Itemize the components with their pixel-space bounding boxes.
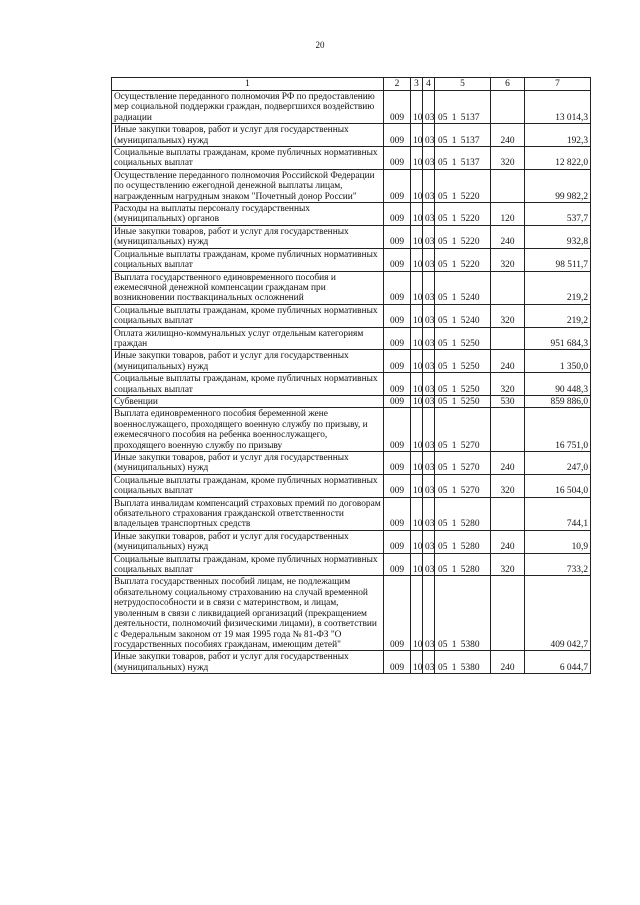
expense-name-cell: Социальные выплаты гражданам, кроме публичных нормативных социальных выплат	[112, 553, 384, 576]
department-code-cell: 009	[384, 203, 411, 226]
target-article-code: 05 1 5220	[438, 214, 480, 225]
department-code-cell: 009	[384, 327, 411, 350]
section-code-cell: 10	[411, 452, 423, 475]
subsection-code-cell: 03	[423, 304, 435, 327]
header-cell: 1	[112, 78, 384, 91]
header-cell: 6	[491, 78, 525, 91]
expense-name-cell: Социальные выплаты гражданам, кроме публичных нормативных социальных выплат	[112, 248, 384, 271]
target-article-cell	[435, 373, 491, 396]
amount-cell: 6 044,7	[525, 651, 591, 674]
target-article-cell	[435, 147, 491, 170]
expense-name-cell: Выплата инвалидам компенсаций страховых премий по договорам обязательного страхования гражданской ответственности владельцев транспортных средств	[112, 497, 384, 530]
amount-cell: 10,9	[525, 530, 591, 553]
expense-name-cell: Выплата единовременного пособия беременной жене военнослужащего, проходящего военную службу по призыву, и ежемесячного пособия на ребенка военнослужащего, проходящего военную службу по призыву	[112, 408, 384, 452]
expense-type-cell: 240	[491, 225, 525, 248]
amount-cell: 219,2	[525, 304, 591, 327]
section-code-cell: 10	[411, 497, 423, 530]
subsection-code-cell: 03	[423, 350, 435, 373]
subsection-code-cell: 03	[423, 373, 435, 396]
target-article-cell	[435, 395, 491, 407]
target-article-code: 05 1 5137	[438, 112, 480, 123]
expense-name-cell: Иные закупки товаров, работ и услуг для государственных (муниципальных) нужд	[112, 225, 384, 248]
subsection-code-cell: 03	[423, 225, 435, 248]
section-code-cell: 10	[411, 203, 423, 226]
expense-type-cell	[491, 497, 525, 530]
expense-type-cell: 120	[491, 203, 525, 226]
target-article-code: 05 1 5250	[438, 396, 480, 407]
amount-cell: 932,8	[525, 225, 591, 248]
amount-cell: 12 822,0	[525, 147, 591, 170]
expense-name-cell: Выплата государственных пособий лицам, не подлежащим обязательному социальному страхованию на случай временной нетрудоспособности и в связи с материнством, и лицам, уволенным в связи с ликвидацией организаций (прекращением деятельности, полномочий физическими лицами), в соответствии с Федеральным законом от 19 мая 1995 года № 81-ФЗ "О государственных пособиях гражданам, имеющим детей"	[112, 576, 384, 651]
section-code-cell: 10	[411, 147, 423, 170]
section-code-cell: 10	[411, 271, 423, 304]
department-code-cell: 009	[384, 91, 411, 124]
table-row	[112, 408, 591, 452]
target-article-code: 05 1 5220	[438, 237, 480, 248]
target-article-code: 05 1 5220	[438, 260, 480, 271]
section-code-cell: 10	[411, 395, 423, 407]
amount-cell: 16 504,0	[525, 474, 591, 497]
subsection-code-cell: 03	[423, 91, 435, 124]
table-row	[112, 327, 591, 350]
section-code-cell: 10	[411, 651, 423, 674]
table-row	[112, 576, 591, 651]
section-code-cell: 10	[411, 248, 423, 271]
amount-cell: 537,7	[525, 203, 591, 226]
section-code-cell: 10	[411, 327, 423, 350]
target-article-cell	[435, 304, 491, 327]
target-article-code: 05 1 5250	[438, 361, 480, 372]
expense-name-cell: Иные закупки товаров, работ и услуг для государственных (муниципальных) нужд	[112, 350, 384, 373]
table-row	[112, 203, 591, 226]
subsection-code-cell: 03	[423, 576, 435, 651]
target-article-code: 05 1 5280	[438, 519, 480, 530]
subsection-code-cell: 03	[423, 169, 435, 202]
expense-name-cell: Выплата государственного единовременного пособия и ежемесячной денежной компенсации гражданам при возникновении поствакцинальных осложнений	[112, 271, 384, 304]
department-code-cell: 009	[384, 124, 411, 147]
department-code-cell: 009	[384, 169, 411, 202]
section-code-cell: 10	[411, 474, 423, 497]
department-code-cell: 009	[384, 530, 411, 553]
section-code-cell: 10	[411, 350, 423, 373]
table-row	[112, 452, 591, 475]
section-code-cell: 10	[411, 576, 423, 651]
department-code-cell: 009	[384, 651, 411, 674]
department-code-cell: 009	[384, 304, 411, 327]
table-row	[112, 271, 591, 304]
target-article-code: 05 1 5270	[438, 486, 480, 497]
table-row	[112, 147, 591, 170]
expense-type-cell: 320	[491, 373, 525, 396]
table-row	[112, 373, 591, 396]
subsection-code-cell: 03	[423, 553, 435, 576]
section-code-cell: 10	[411, 91, 423, 124]
target-article-cell	[435, 530, 491, 553]
target-article-code: 05 1 5220	[438, 191, 480, 202]
table-row	[112, 169, 591, 202]
target-article-code: 05 1 5137	[438, 158, 480, 169]
target-article-cell	[435, 576, 491, 651]
target-article-code: 05 1 5380	[438, 639, 480, 650]
expense-type-cell	[491, 408, 525, 452]
subsection-code-cell: 03	[423, 271, 435, 304]
expense-name-cell: Иные закупки товаров, работ и услуг для государственных (муниципальных) нужд	[112, 530, 384, 553]
table-row	[112, 497, 591, 530]
department-code-cell: 009	[384, 271, 411, 304]
subsection-code-cell: 03	[423, 203, 435, 226]
expense-type-cell	[491, 327, 525, 350]
header-row	[112, 78, 591, 91]
amount-cell: 219,2	[525, 271, 591, 304]
department-code-cell: 009	[384, 408, 411, 452]
expense-type-cell: 240	[491, 124, 525, 147]
department-code-cell: 009	[384, 395, 411, 407]
table-row	[112, 395, 591, 407]
expense-type-cell: 320	[491, 147, 525, 170]
expense-type-cell: 240	[491, 452, 525, 475]
target-article-cell	[435, 271, 491, 304]
amount-cell: 733,2	[525, 553, 591, 576]
header-cell: 3	[411, 78, 423, 91]
section-code-cell: 10	[411, 124, 423, 147]
target-article-cell	[435, 452, 491, 475]
target-article-code: 05 1 5240	[438, 293, 480, 304]
expense-type-cell	[491, 576, 525, 651]
target-article-code: 05 1 5280	[438, 542, 480, 553]
amount-cell: 192,3	[525, 124, 591, 147]
table-row	[112, 651, 591, 674]
amount-cell: 98 511,7	[525, 248, 591, 271]
department-code-cell: 009	[384, 225, 411, 248]
amount-cell: 1 350,0	[525, 350, 591, 373]
target-article-code: 05 1 5270	[438, 463, 480, 474]
expense-type-cell: 320	[491, 474, 525, 497]
expense-name-cell: Субвенции	[112, 395, 384, 407]
table-row	[112, 530, 591, 553]
target-article-code: 05 1 5270	[438, 440, 480, 451]
table-row	[112, 553, 591, 576]
target-article-cell	[435, 651, 491, 674]
expense-name-cell: Социальные выплаты гражданам, кроме публичных нормативных социальных выплат	[112, 304, 384, 327]
expense-name-cell: Иные закупки товаров, работ и услуг для государственных (муниципальных) нужд	[112, 124, 384, 147]
section-code-cell: 10	[411, 408, 423, 452]
amount-cell: 744,1	[525, 497, 591, 530]
amount-cell: 13 014,3	[525, 91, 591, 124]
header-cell: 5	[435, 78, 491, 91]
section-code-cell: 10	[411, 304, 423, 327]
expense-type-cell	[491, 271, 525, 304]
department-code-cell: 009	[384, 147, 411, 170]
expense-type-cell: 320	[491, 553, 525, 576]
amount-cell: 951 684,3	[525, 327, 591, 350]
table-row	[112, 225, 591, 248]
expense-name-cell: Иные закупки товаров, работ и услуг для государственных (муниципальных) нужд	[112, 452, 384, 475]
department-code-cell: 009	[384, 553, 411, 576]
amount-cell: 16 751,0	[525, 408, 591, 452]
target-article-cell	[435, 169, 491, 202]
target-article-code: 05 1 5250	[438, 384, 480, 395]
expense-type-cell	[491, 169, 525, 202]
target-article-cell	[435, 124, 491, 147]
header-cell: 7	[525, 78, 591, 91]
expense-name-cell: Осуществление переданного полномочия РФ по предоставлению мер социальной поддержки граждан, подвергшихся воздействию радиации	[112, 91, 384, 124]
target-article-cell	[435, 474, 491, 497]
department-code-cell: 009	[384, 474, 411, 497]
target-article-cell	[435, 553, 491, 576]
table-row	[112, 304, 591, 327]
subsection-code-cell: 03	[423, 474, 435, 497]
table-row	[112, 124, 591, 147]
subsection-code-cell: 03	[423, 395, 435, 407]
amount-cell: 409 042,7	[525, 576, 591, 651]
amount-cell: 99 982,2	[525, 169, 591, 202]
page-number: 20	[315, 40, 325, 50]
subsection-code-cell: 03	[423, 497, 435, 530]
expense-type-cell: 320	[491, 304, 525, 327]
target-article-cell	[435, 225, 491, 248]
table-row	[112, 350, 591, 373]
subsection-code-cell: 03	[423, 327, 435, 350]
table-row	[112, 474, 591, 497]
department-code-cell: 009	[384, 497, 411, 530]
expense-type-cell: 320	[491, 248, 525, 271]
target-article-code: 05 1 5137	[438, 135, 480, 146]
expense-name-cell: Социальные выплаты гражданам, кроме публичных нормативных социальных выплат	[112, 373, 384, 396]
expense-type-cell: 240	[491, 530, 525, 553]
subsection-code-cell: 03	[423, 147, 435, 170]
department-code-cell: 009	[384, 373, 411, 396]
target-article-cell	[435, 327, 491, 350]
table-row	[112, 248, 591, 271]
header-cell: 4	[423, 78, 435, 91]
section-code-cell: 10	[411, 530, 423, 553]
target-article-cell	[435, 248, 491, 271]
target-article-cell	[435, 497, 491, 530]
subsection-code-cell: 03	[423, 124, 435, 147]
department-code-cell: 009	[384, 452, 411, 475]
section-code-cell: 10	[411, 169, 423, 202]
subsection-code-cell: 03	[423, 530, 435, 553]
amount-cell: 859 886,0	[525, 395, 591, 407]
department-code-cell: 009	[384, 576, 411, 651]
target-article-cell	[435, 91, 491, 124]
subsection-code-cell: 03	[423, 452, 435, 475]
subsection-code-cell: 03	[423, 248, 435, 271]
expense-name-cell: Иные закупки товаров, работ и услуг для государственных (муниципальных) нужд	[112, 651, 384, 674]
expense-name-cell: Оплата жилищно-коммунальных услуг отдельным категориям граждан	[112, 327, 384, 350]
expense-type-cell: 530	[491, 395, 525, 407]
expense-type-cell	[491, 91, 525, 124]
target-article-code: 05 1 5380	[438, 662, 480, 673]
department-code-cell: 009	[384, 248, 411, 271]
subsection-code-cell: 03	[423, 408, 435, 452]
amount-cell: 247,0	[525, 452, 591, 475]
department-code-cell: 009	[384, 350, 411, 373]
header-cell: 2	[384, 78, 411, 91]
expense-name-cell: Расходы на выплаты персоналу государственных (муниципальных) органов	[112, 203, 384, 226]
amount-cell: 90 448,3	[525, 373, 591, 396]
expense-name-cell: Социальные выплаты гражданам, кроме публичных нормативных социальных выплат	[112, 474, 384, 497]
budget-table	[111, 77, 591, 674]
target-article-code: 05 1 5280	[438, 565, 480, 576]
target-article-code: 05 1 5240	[438, 316, 480, 327]
expense-type-cell: 240	[491, 350, 525, 373]
table-row	[112, 91, 591, 124]
section-code-cell: 10	[411, 373, 423, 396]
target-article-code: 05 1 5250	[438, 338, 480, 349]
section-code-cell: 10	[411, 553, 423, 576]
expense-name-cell: Осуществление переданного полномочия Российской Федерации по осуществлению ежегодной денежной выплаты лицам, награжденным нагрудным знаком "Почетный донор России"	[112, 169, 384, 202]
target-article-cell	[435, 350, 491, 373]
section-code-cell: 10	[411, 225, 423, 248]
expense-type-cell: 240	[491, 651, 525, 674]
subsection-code-cell: 03	[423, 651, 435, 674]
target-article-cell	[435, 203, 491, 226]
expense-name-cell: Социальные выплаты гражданам, кроме публичных нормативных социальных выплат	[112, 147, 384, 170]
target-article-cell	[435, 408, 491, 452]
